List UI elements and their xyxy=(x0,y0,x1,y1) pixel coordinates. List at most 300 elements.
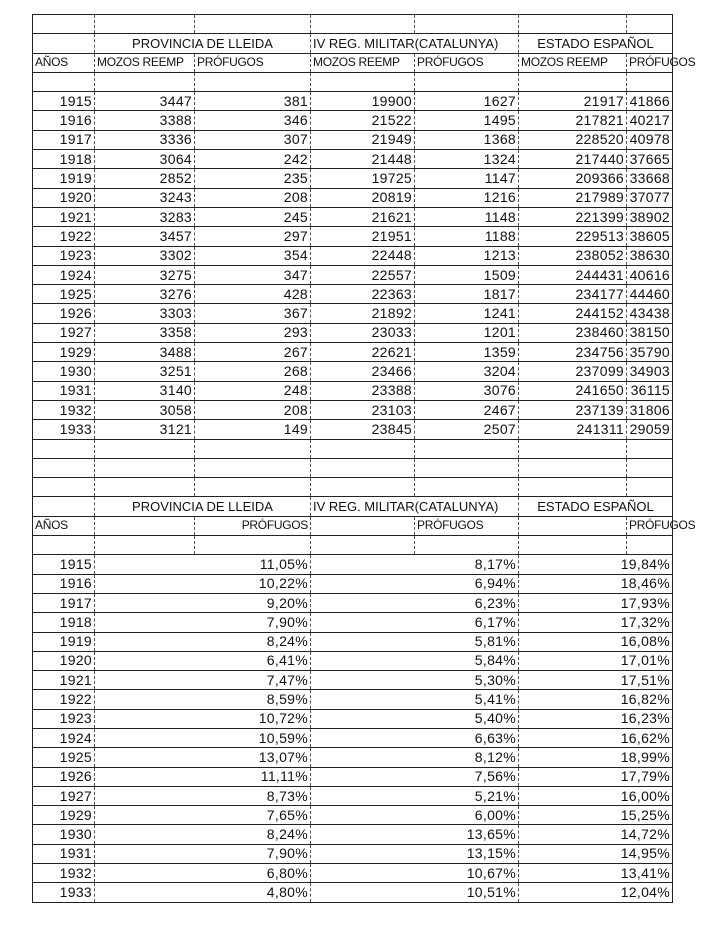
empty-cell[interactable] xyxy=(519,458,627,477)
year-cell[interactable]: 1918 xyxy=(33,150,95,169)
empty-cell[interactable] xyxy=(95,458,195,477)
mozos-estado-cell[interactable]: 217440 xyxy=(519,150,627,169)
empty-cell[interactable] xyxy=(519,516,627,535)
empty-cell[interactable] xyxy=(627,536,673,555)
pct-catalunya-cell[interactable]: 6,63% xyxy=(311,728,519,747)
mozos-estado-cell[interactable]: 217989 xyxy=(519,188,627,207)
mozos-estado-cell[interactable]: 234177 xyxy=(519,285,627,304)
table-row xyxy=(33,728,673,747)
mozos-catalunya-cell[interactable]: 21621 xyxy=(311,207,415,226)
mozos-estado-cell[interactable]: 229513 xyxy=(519,227,627,246)
empty-cell[interactable] xyxy=(195,15,311,34)
profugos-catalunya-cell[interactable]: 1359 xyxy=(415,343,519,362)
data-table xyxy=(32,14,696,903)
year-cell[interactable]: 1933 xyxy=(33,420,95,439)
profugos-lleida-cell[interactable]: 248 xyxy=(195,381,311,400)
mozos-catalunya-cell[interactable]: 23103 xyxy=(311,400,415,419)
pct-lleida-cell[interactable]: 4,80% xyxy=(95,883,311,902)
pct-estado-cell[interactable]: 17,32% xyxy=(519,613,673,632)
year-cell[interactable]: 1923 xyxy=(33,709,95,728)
profugos-lleida-cell[interactable]: 149 xyxy=(195,420,311,439)
profugos-catalunya-cell[interactable]: 3204 xyxy=(415,362,519,381)
empty-cell[interactable] xyxy=(519,439,627,458)
pct-lleida-cell[interactable]: 13,07% xyxy=(95,748,311,767)
empty-cell[interactable] xyxy=(519,478,627,497)
table-row xyxy=(33,265,673,284)
pct-catalunya-cell[interactable]: 5,40% xyxy=(311,709,519,728)
empty-cell[interactable] xyxy=(95,478,195,497)
empty-cell[interactable] xyxy=(195,72,311,91)
mozos-estado-cell[interactable]: 234756 xyxy=(519,343,627,362)
table-row xyxy=(33,786,673,805)
empty-cell[interactable] xyxy=(195,536,311,555)
profugos-catalunya-cell[interactable]: 1148 xyxy=(415,207,519,226)
empty-cell[interactable] xyxy=(95,72,195,91)
year-cell[interactable]: 1923 xyxy=(33,246,95,265)
pct-lleida-cell[interactable]: 11,11% xyxy=(95,767,311,786)
mozos-lleida-cell[interactable]: 3388 xyxy=(95,111,195,130)
profugos-lleida-cell[interactable]: 208 xyxy=(195,400,311,419)
pct-estado-cell[interactable]: 18,46% xyxy=(519,574,673,593)
year-header[interactable]: AÑOS xyxy=(33,53,95,72)
pct-catalunya-cell[interactable]: 10,67% xyxy=(311,864,519,883)
pct-lleida-cell[interactable]: 7,90% xyxy=(95,613,311,632)
pct-estado-cell[interactable]: 16,82% xyxy=(519,690,673,709)
empty-cell[interactable] xyxy=(415,15,519,34)
sub-header-profugos-estado[interactable]: PRÓFUGOS xyxy=(627,53,673,72)
empty-cell[interactable] xyxy=(415,72,519,91)
table-row xyxy=(33,555,673,574)
pct-estado-cell[interactable]: 14,95% xyxy=(519,844,673,863)
empty-cell[interactable] xyxy=(33,72,95,91)
year-cell[interactable]: 1921 xyxy=(33,671,95,690)
profugos-estado-cell[interactable]: 37665 xyxy=(627,150,673,169)
pct-estado-cell[interactable]: 13,41% xyxy=(519,864,673,883)
profugos-catalunya-cell[interactable]: 2507 xyxy=(415,420,519,439)
profugos-lleida-cell[interactable]: 381 xyxy=(195,92,311,111)
mozos-lleida-cell[interactable]: 3303 xyxy=(95,304,195,323)
profugos-lleida-cell[interactable]: 346 xyxy=(195,111,311,130)
empty-cell[interactable] xyxy=(519,536,627,555)
profugos-estado-cell[interactable]: 38150 xyxy=(627,323,673,342)
pct-lleida-cell[interactable]: 6,80% xyxy=(95,864,311,883)
pct-lleida-cell[interactable]: 6,41% xyxy=(95,651,311,670)
year-cell[interactable]: 1933 xyxy=(33,883,95,902)
profugos-catalunya-cell[interactable]: 1147 xyxy=(415,169,519,188)
pct-estado-cell[interactable]: 16,00% xyxy=(519,786,673,805)
table-row xyxy=(33,323,673,342)
mozos-lleida-cell[interactable]: 3302 xyxy=(95,246,195,265)
pct-estado-cell[interactable]: 12,04% xyxy=(519,883,673,902)
profugos-estado-cell[interactable]: 36115 xyxy=(627,381,673,400)
year-cell[interactable]: 1920 xyxy=(33,651,95,670)
table-row xyxy=(33,111,673,130)
pct-catalunya-cell[interactable]: 7,56% xyxy=(311,767,519,786)
pct-catalunya-cell[interactable]: 5,84% xyxy=(311,651,519,670)
empty-cell[interactable] xyxy=(95,15,195,34)
pct-lleida-cell[interactable]: 8,24% xyxy=(95,632,311,651)
pct-catalunya-cell[interactable]: 5,41% xyxy=(311,690,519,709)
pct-catalunya-cell[interactable]: 5,81% xyxy=(311,632,519,651)
empty-cell[interactable] xyxy=(195,439,311,458)
blank-row xyxy=(33,536,673,555)
pct-catalunya-cell[interactable]: 10,51% xyxy=(311,883,519,902)
mozos-lleida-cell[interactable]: 3457 xyxy=(95,227,195,246)
table-row xyxy=(33,246,673,265)
year-cell[interactable]: 1915 xyxy=(33,92,95,111)
table-row xyxy=(33,748,673,767)
pct-lleida-cell[interactable]: 8,59% xyxy=(95,690,311,709)
mozos-estado-cell[interactable]: 241311 xyxy=(519,420,627,439)
mozos-estado-cell[interactable]: 238460 xyxy=(519,323,627,342)
table-row xyxy=(33,92,673,111)
mozos-catalunya-cell[interactable]: 23388 xyxy=(311,381,415,400)
year-cell[interactable]: 1916 xyxy=(33,574,95,593)
year-cell[interactable]: 1921 xyxy=(33,207,95,226)
mozos-lleida-cell[interactable]: 3336 xyxy=(95,130,195,149)
profugos-catalunya-cell[interactable]: 1213 xyxy=(415,246,519,265)
empty-cell[interactable] xyxy=(627,478,673,497)
pct-estado-cell[interactable]: 16,08% xyxy=(519,632,673,651)
pct-catalunya-cell[interactable]: 13,15% xyxy=(311,844,519,863)
year-header[interactable]: AÑOS xyxy=(33,516,95,535)
table-row xyxy=(33,420,673,439)
profugos-estado-cell[interactable]: 34903 xyxy=(627,362,673,381)
mozos-catalunya-cell[interactable]: 21892 xyxy=(311,304,415,323)
pct-lleida-cell[interactable]: 10,22% xyxy=(95,574,311,593)
empty-cell[interactable] xyxy=(95,439,195,458)
profugos-lleida-cell[interactable]: 245 xyxy=(195,207,311,226)
group-header-lleida[interactable]: PROVINCIA DE LLEIDA xyxy=(95,34,311,53)
sub-header-mozos-lleida[interactable]: MOZOS REEMP xyxy=(95,53,195,72)
mozos-estado-cell[interactable]: 241650 xyxy=(519,381,627,400)
sub-header-profugos-catalunya[interactable]: PRÓFUGOS xyxy=(415,516,519,535)
empty-cell[interactable] xyxy=(311,536,415,555)
table-row xyxy=(33,864,673,883)
table-row xyxy=(33,651,673,670)
mozos-lleida-cell[interactable]: 3140 xyxy=(95,381,195,400)
pct-catalunya-cell[interactable]: 13,65% xyxy=(311,825,519,844)
profugos-estado-cell[interactable]: 43438 xyxy=(627,304,673,323)
pct-estado-cell[interactable]: 16,23% xyxy=(519,709,673,728)
profugos-estado-cell[interactable]: 40616 xyxy=(627,265,673,284)
year-cell[interactable]: 1917 xyxy=(33,130,95,149)
mozos-lleida-cell[interactable]: 3275 xyxy=(95,265,195,284)
mozos-catalunya-cell[interactable]: 19900 xyxy=(311,92,415,111)
table-row xyxy=(33,130,673,149)
table-row xyxy=(33,883,673,902)
year-cell[interactable]: 1918 xyxy=(33,613,95,632)
mozos-catalunya-cell[interactable]: 22448 xyxy=(311,246,415,265)
mozos-lleida-cell[interactable]: 3283 xyxy=(95,207,195,226)
year-cell[interactable]: 1919 xyxy=(33,169,95,188)
empty-cell[interactable] xyxy=(519,15,627,34)
mozos-estado-cell[interactable]: 221399 xyxy=(519,207,627,226)
pct-catalunya-cell[interactable]: 5,30% xyxy=(311,671,519,690)
mozos-catalunya-cell[interactable]: 21951 xyxy=(311,227,415,246)
empty-cell[interactable] xyxy=(415,536,519,555)
profugos-lleida-cell[interactable]: 268 xyxy=(195,362,311,381)
table-row xyxy=(33,304,673,323)
table-row xyxy=(33,285,673,304)
empty-cell[interactable] xyxy=(195,458,311,477)
mozos-catalunya-cell[interactable]: 23845 xyxy=(311,420,415,439)
profugos-catalunya-cell[interactable]: 1509 xyxy=(415,265,519,284)
table-row xyxy=(33,362,673,381)
blank-row xyxy=(33,72,673,91)
empty-cell[interactable] xyxy=(415,458,519,477)
empty-cell[interactable] xyxy=(519,72,627,91)
profugos-catalunya-cell[interactable]: 1188 xyxy=(415,227,519,246)
year-cell[interactable]: 1929 xyxy=(33,806,95,825)
pct-catalunya-cell[interactable]: 6,17% xyxy=(311,613,519,632)
profugos-estado-cell[interactable]: 38605 xyxy=(627,227,673,246)
empty-cell[interactable] xyxy=(415,478,519,497)
year-cell[interactable]: 1920 xyxy=(33,188,95,207)
pct-lleida-cell[interactable]: 7,90% xyxy=(95,844,311,863)
empty-cell[interactable] xyxy=(33,34,95,53)
empty-cell[interactable] xyxy=(311,72,415,91)
empty-cell[interactable] xyxy=(415,439,519,458)
mozos-catalunya-cell[interactable]: 21522 xyxy=(311,111,415,130)
profugos-catalunya-cell[interactable]: 1241 xyxy=(415,304,519,323)
empty-cell[interactable] xyxy=(95,536,195,555)
mozos-lleida-cell[interactable]: 3251 xyxy=(95,362,195,381)
year-cell[interactable]: 1932 xyxy=(33,400,95,419)
empty-cell[interactable] xyxy=(627,72,673,91)
pct-lleida-cell[interactable]: 9,20% xyxy=(95,593,311,612)
sub-header-mozos-catalunya[interactable]: MOZOS REEMP xyxy=(311,53,415,72)
blank-row xyxy=(33,439,673,458)
profugos-catalunya-cell[interactable]: 1627 xyxy=(415,92,519,111)
spreadsheet xyxy=(32,14,696,903)
mozos-catalunya-cell[interactable]: 20819 xyxy=(311,188,415,207)
profugos-lleida-cell[interactable]: 267 xyxy=(195,343,311,362)
table-row xyxy=(33,632,673,651)
pct-estado-cell[interactable]: 14,72% xyxy=(519,825,673,844)
mozos-catalunya-cell[interactable]: 22363 xyxy=(311,285,415,304)
mozos-estado-cell[interactable]: 237099 xyxy=(519,362,627,381)
mozos-lleida-cell[interactable]: 3243 xyxy=(95,188,195,207)
pct-catalunya-cell[interactable]: 8,12% xyxy=(311,748,519,767)
mozos-estado-cell[interactable]: 217821 xyxy=(519,111,627,130)
profugos-estado-cell[interactable]: 38630 xyxy=(627,246,673,265)
empty-cell[interactable] xyxy=(311,15,415,34)
mozos-estado-cell[interactable]: 238052 xyxy=(519,246,627,265)
empty-cell[interactable] xyxy=(311,516,415,535)
pct-lleida-cell[interactable]: 8,73% xyxy=(95,786,311,805)
year-cell[interactable]: 1926 xyxy=(33,767,95,786)
profugos-lleida-cell[interactable]: 293 xyxy=(195,323,311,342)
empty-cell[interactable] xyxy=(33,536,95,555)
mozos-lleida-cell[interactable]: 3358 xyxy=(95,323,195,342)
mozos-lleida-cell[interactable]: 2852 xyxy=(95,169,195,188)
pct-estado-cell[interactable]: 17,51% xyxy=(519,671,673,690)
profugos-estado-cell[interactable]: 33668 xyxy=(627,169,673,188)
year-cell[interactable]: 1924 xyxy=(33,728,95,747)
table-row xyxy=(33,690,673,709)
empty-cell[interactable] xyxy=(33,439,95,458)
mozos-lleida-cell[interactable]: 3058 xyxy=(95,400,195,419)
empty-cell[interactable] xyxy=(95,516,195,535)
pct-catalunya-cell[interactable]: 5,21% xyxy=(311,786,519,805)
mozos-estado-cell[interactable]: 228520 xyxy=(519,130,627,149)
table-row xyxy=(33,188,673,207)
empty-cell[interactable] xyxy=(311,458,415,477)
year-cell[interactable]: 1927 xyxy=(33,323,95,342)
year-cell[interactable]: 1917 xyxy=(33,593,95,612)
mozos-catalunya-cell[interactable]: 22621 xyxy=(311,343,415,362)
mozos-estado-cell[interactable]: 244152 xyxy=(519,304,627,323)
empty-cell[interactable] xyxy=(627,439,673,458)
year-cell[interactable]: 1925 xyxy=(33,285,95,304)
pct-catalunya-cell[interactable]: 6,94% xyxy=(311,574,519,593)
pct-catalunya-cell[interactable]: 6,23% xyxy=(311,593,519,612)
pct-lleida-cell[interactable]: 7,65% xyxy=(95,806,311,825)
year-cell[interactable]: 1919 xyxy=(33,632,95,651)
table-row xyxy=(33,574,673,593)
blank-row xyxy=(33,15,673,34)
year-cell[interactable]: 1930 xyxy=(33,362,95,381)
group-header-catalunya[interactable]: IV REG. MILITAR(CATALUNYA) xyxy=(311,34,519,53)
pct-catalunya-cell[interactable]: 8,17% xyxy=(311,555,519,574)
profugos-lleida-cell[interactable]: 347 xyxy=(195,265,311,284)
mozos-estado-cell[interactable]: 237139 xyxy=(519,400,627,419)
table-row xyxy=(33,207,673,226)
profugos-estado-cell[interactable]: 31806 xyxy=(627,400,673,419)
empty-cell[interactable] xyxy=(311,478,415,497)
profugos-estado-cell[interactable]: 38902 xyxy=(627,207,673,226)
mozos-catalunya-cell[interactable]: 23033 xyxy=(311,323,415,342)
sub-header-mozos-estado[interactable]: MOZOS REEMP xyxy=(519,53,627,72)
profugos-estado-cell[interactable]: 35790 xyxy=(627,343,673,362)
empty-cell[interactable] xyxy=(627,458,673,477)
profugos-estado-cell[interactable]: 44460 xyxy=(627,285,673,304)
empty-cell[interactable] xyxy=(195,478,311,497)
year-cell[interactable]: 1927 xyxy=(33,786,95,805)
sub-header-profugos-catalunya[interactable]: PRÓFUGOS xyxy=(415,53,519,72)
table-row xyxy=(33,709,673,728)
empty-cell[interactable] xyxy=(627,15,673,34)
pct-estado-cell[interactable]: 18,99% xyxy=(519,748,673,767)
group-header-lleida[interactable]: PROVINCIA DE LLEIDA xyxy=(95,497,311,516)
group-header-estado[interactable]: ESTADO ESPAÑOL xyxy=(519,497,673,516)
year-cell[interactable]: 1932 xyxy=(33,864,95,883)
mozos-lleida-cell[interactable]: 3447 xyxy=(95,92,195,111)
year-cell[interactable]: 1916 xyxy=(33,111,95,130)
profugos-lleida-cell[interactable]: 367 xyxy=(195,304,311,323)
profugos-catalunya-cell[interactable]: 3076 xyxy=(415,381,519,400)
table-row xyxy=(33,169,673,188)
blank-row xyxy=(33,478,673,497)
mozos-catalunya-cell[interactable]: 23466 xyxy=(311,362,415,381)
group-header-estado[interactable]: ESTADO ESPAÑOL xyxy=(519,34,673,53)
table-row xyxy=(33,227,673,246)
mozos-estado-cell[interactable]: 244431 xyxy=(519,265,627,284)
profugos-lleida-cell[interactable]: 428 xyxy=(195,285,311,304)
profugos-catalunya-cell[interactable]: 1495 xyxy=(415,111,519,130)
year-cell[interactable]: 1929 xyxy=(33,343,95,362)
pct-lleida-cell[interactable]: 8,24% xyxy=(95,825,311,844)
profugos-lleida-cell[interactable]: 208 xyxy=(195,188,311,207)
profugos-catalunya-cell[interactable]: 1324 xyxy=(415,150,519,169)
mozos-estado-cell[interactable]: 21917 xyxy=(519,92,627,111)
pct-estado-cell[interactable]: 17,93% xyxy=(519,593,673,612)
pct-lleida-cell[interactable]: 11,05% xyxy=(95,555,311,574)
profugos-lleida-cell[interactable]: 354 xyxy=(195,246,311,265)
mozos-catalunya-cell[interactable]: 21448 xyxy=(311,150,415,169)
year-cell[interactable]: 1930 xyxy=(33,825,95,844)
year-cell[interactable]: 1926 xyxy=(33,304,95,323)
empty-cell[interactable] xyxy=(33,15,95,34)
table-row xyxy=(33,613,673,632)
profugos-catalunya-cell[interactable]: 1201 xyxy=(415,323,519,342)
sub-header-profugos-lleida[interactable]: PRÓFUGOS xyxy=(195,53,311,72)
table-row xyxy=(33,671,673,690)
pct-estado-cell[interactable]: 19,84% xyxy=(519,555,673,574)
table-row xyxy=(33,343,673,362)
mozos-catalunya-cell[interactable]: 21949 xyxy=(311,130,415,149)
year-cell[interactable]: 1931 xyxy=(33,381,95,400)
table-body xyxy=(33,15,696,903)
year-cell[interactable]: 1924 xyxy=(33,265,95,284)
year-cell[interactable]: 1922 xyxy=(33,690,95,709)
empty-cell[interactable] xyxy=(33,458,95,477)
sub-header-profugos-lleida[interactable]: PRÓFUGOS xyxy=(195,516,311,535)
profugos-catalunya-cell[interactable]: 1817 xyxy=(415,285,519,304)
profugos-estado-cell[interactable]: 29059 xyxy=(627,420,673,439)
empty-cell[interactable] xyxy=(33,497,95,516)
profugos-catalunya-cell[interactable]: 1368 xyxy=(415,130,519,149)
profugos-lleida-cell[interactable]: 235 xyxy=(195,169,311,188)
year-cell[interactable]: 1925 xyxy=(33,748,95,767)
profugos-estado-cell[interactable]: 40978 xyxy=(627,130,673,149)
year-cell[interactable]: 1931 xyxy=(33,844,95,863)
profugos-estado-cell[interactable]: 40217 xyxy=(627,111,673,130)
group-header-catalunya[interactable]: IV REG. MILITAR(CATALUNYA) xyxy=(311,497,519,516)
profugos-lleida-cell[interactable]: 297 xyxy=(195,227,311,246)
mozos-lleida-cell[interactable]: 3488 xyxy=(95,343,195,362)
table-row xyxy=(33,844,673,863)
profugos-catalunya-cell[interactable]: 2467 xyxy=(415,400,519,419)
mozos-lleida-cell[interactable]: 3276 xyxy=(95,285,195,304)
pct-estado-cell[interactable]: 17,01% xyxy=(519,651,673,670)
empty-cell[interactable] xyxy=(311,439,415,458)
pct-catalunya-cell[interactable]: 6,00% xyxy=(311,806,519,825)
pct-estado-cell[interactable]: 16,62% xyxy=(519,728,673,747)
empty-cell[interactable] xyxy=(33,478,95,497)
pct-lleida-cell[interactable]: 10,72% xyxy=(95,709,311,728)
pct-estado-cell[interactable]: 15,25% xyxy=(519,806,673,825)
pct-estado-cell[interactable]: 17,79% xyxy=(519,767,673,786)
table-row xyxy=(33,400,673,419)
mozos-catalunya-cell[interactable]: 19725 xyxy=(311,169,415,188)
sub-header-profugos-estado[interactable]: PRÓFUGOS xyxy=(627,516,673,535)
profugos-estado-cell[interactable]: 41866 xyxy=(627,92,673,111)
pct-lleida-cell[interactable]: 7,47% xyxy=(95,671,311,690)
year-cell[interactable]: 1922 xyxy=(33,227,95,246)
profugos-lleida-cell[interactable]: 242 xyxy=(195,150,311,169)
mozos-estado-cell[interactable]: 209366 xyxy=(519,169,627,188)
profugos-lleida-cell[interactable]: 307 xyxy=(195,130,311,149)
pct-lleida-cell[interactable]: 10,59% xyxy=(95,728,311,747)
mozos-lleida-cell[interactable]: 3064 xyxy=(95,150,195,169)
year-cell[interactable]: 1915 xyxy=(33,555,95,574)
mozos-catalunya-cell[interactable]: 22557 xyxy=(311,265,415,284)
mozos-lleida-cell[interactable]: 3121 xyxy=(95,420,195,439)
profugos-estado-cell[interactable]: 37077 xyxy=(627,188,673,207)
profugos-catalunya-cell[interactable]: 1216 xyxy=(415,188,519,207)
